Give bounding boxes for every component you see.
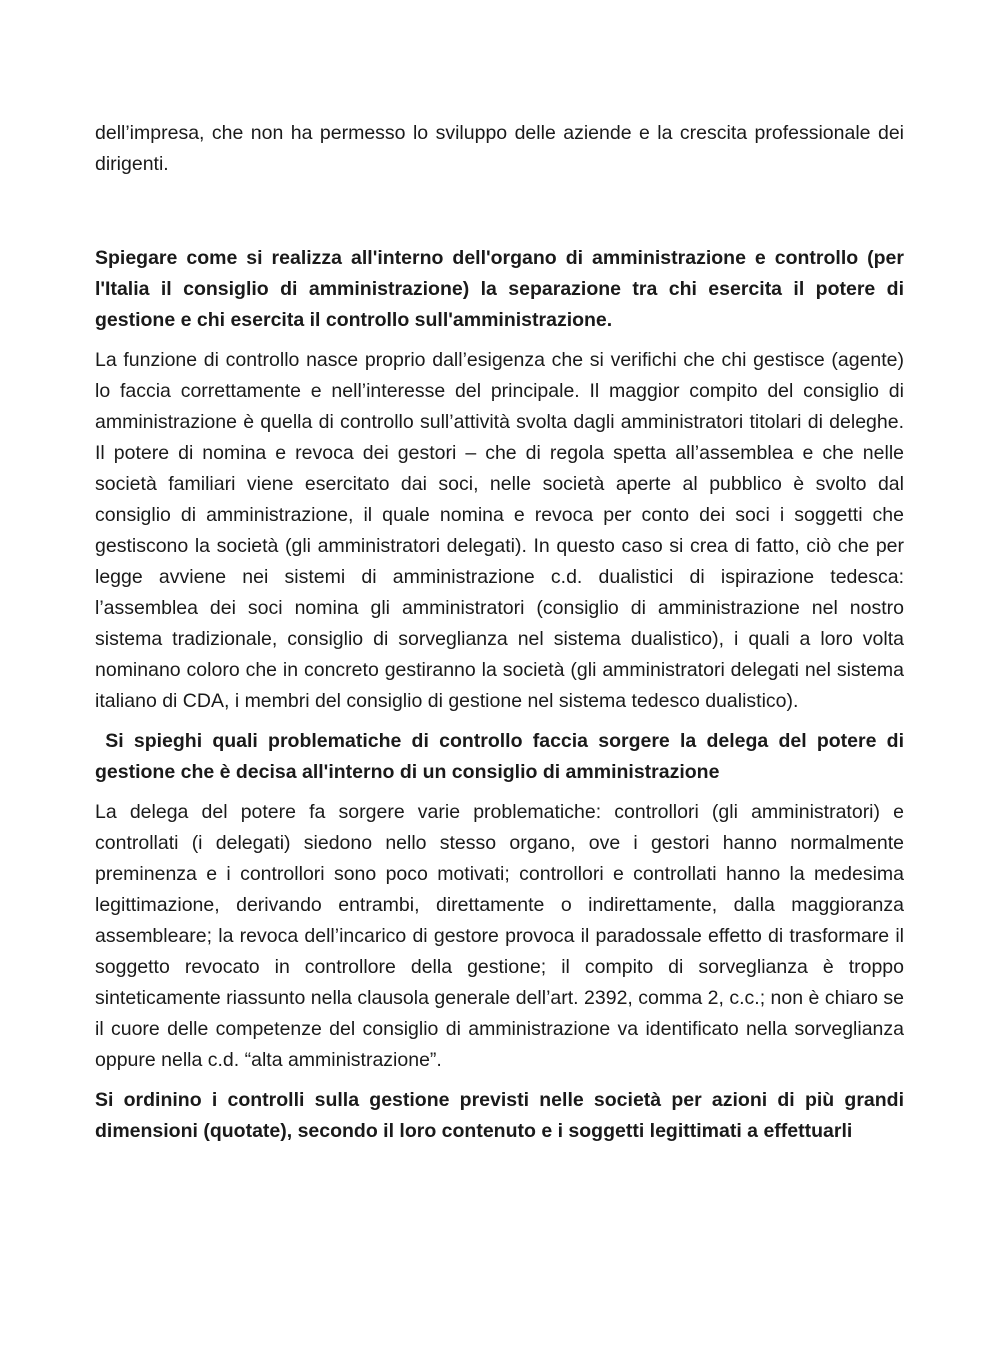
question-heading-delegation-issues: Si spieghi quali problematiche di controllo faccia sorgere la delega del potere di gestione che è decisa all'interno di un consiglio di amministrazione	[95, 730, 910, 783]
question-heading-separation-of-powers: Spiegare come si realizza all'interno dell'organo di amministrazione e controllo (per l'Italia il consiglio di amministrazione) la separazione tra chi esercita il potere di gestione e chi esercita il controllo sull'amministrazione.	[95, 247, 904, 331]
question-heading-management-controls: Si ordinino i controlli sulla gestione previsti nelle società per azioni di più grandi dimensioni (quotate), secondo il loro contenuto e i soggetti legittimati a effettuarli	[95, 1089, 904, 1142]
document-page	[95, 118, 910, 1147]
answer-paragraph-control-function: La funzione di controllo nasce proprio dall’esigenza che si verifichi che chi gestisce (agente) lo faccia correttamente e nell’interesse del principale. Il maggior compito del consiglio di amministrazione è quella di controllo sull’attività svolta dagli amministratori titolari di deleghe. Il potere di nomina e revoca dei gestori – che di regola spetta all’assemblea e che nelle società familiari viene esercitato dai soci, nelle società aperte al pubblico è svolto dal consiglio di amministrazione, il quale nomina e revoca per conto dei soci i soggetti che gestiscono la società (gli amministratori delegati). In questo caso si crea di fatto, ciò che per legge avviene nei sistemi di amministrazione c.d. dualistici di ispirazione tedesca: l’assemblea dei soci nomina gli amministratori (consiglio di amministrazione nel nostro sistema tradizionale, consiglio di sorveglianza nel sistema dualistico), i quali a loro volta nominano coloro che in concreto gestiranno la società (gli amministratori delegati nel sistema italiano di CDA, i membri del consiglio di gestione nel sistema tedesco dualistico).	[95, 349, 904, 712]
answer-paragraph-delegation-problems: La delega del potere fa sorgere varie problematiche: controllori (gli amministratori) e controllati (i delegati) siedono nello stesso organo, ove i gestori hanno normalmente preminenza e i controllori sono poco motivati; controllori e controllati hanno la medesima legittimazione, derivando entrambi, direttamente o indirettamente, dalla maggioranza assembleare; la revoca dell’incarico di gestore provoca il paradossale effetto di trasformare il soggetto revocato in controllore della gestione; il compito di sorveglianza è troppo sinteticamente riassunto nella clausola generale dell’art. 2392, comma 2, c.c.; non è chiaro se il cuore delle competenze del consiglio di amministrazione va identificato nella sorveglianza oppure nella c.d. “alta amministrazione”.	[95, 801, 904, 1071]
paragraph-continuation: dell’impresa, che non ha permesso lo sviluppo delle aziende e la crescita professionale dei dirigenti.	[95, 122, 904, 175]
